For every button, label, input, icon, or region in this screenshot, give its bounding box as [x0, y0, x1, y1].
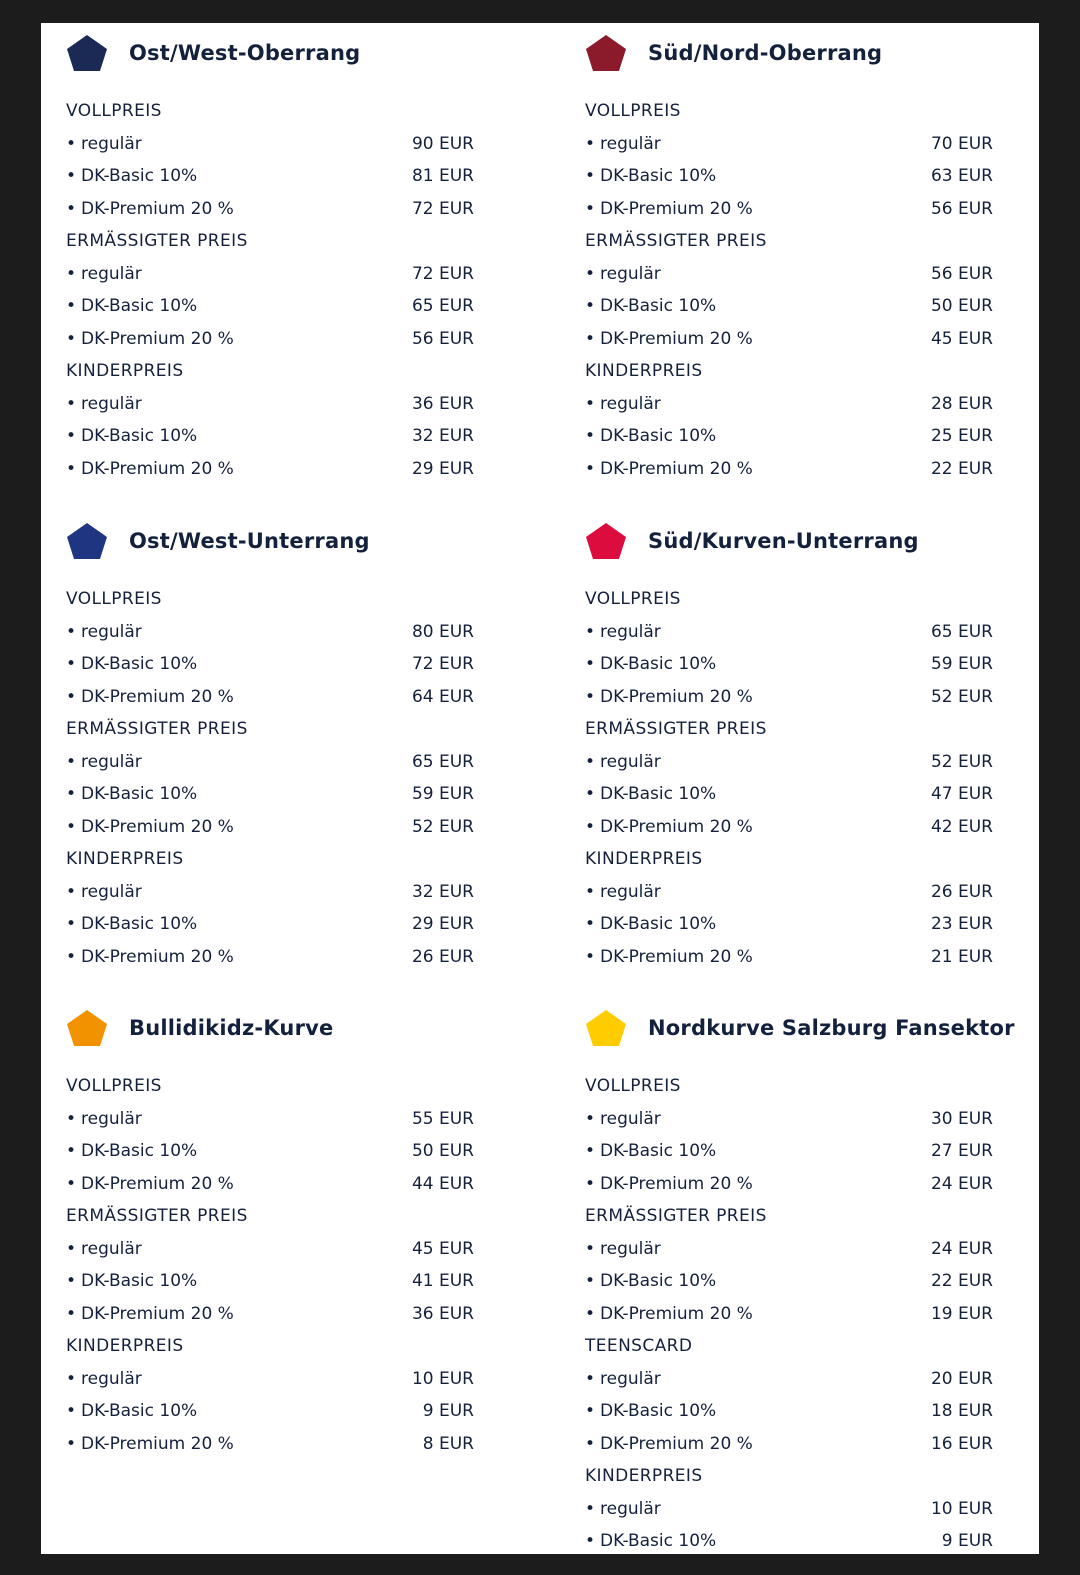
price-groups	[66, 95, 486, 485]
tariff-label: DK-Premium 20 %	[600, 1173, 753, 1194]
tariff-price: 24 EUR	[930, 1173, 993, 1194]
price-row	[585, 1493, 1005, 1526]
price-groups	[585, 95, 1005, 485]
bullet-icon: •	[585, 1401, 596, 1421]
price-category-heading: VOLLPREIS	[66, 589, 162, 609]
tariff-label: DK-Basic 10%	[600, 1401, 717, 1421]
price-category-heading: TEENSCARD	[585, 1336, 693, 1356]
bullet-icon: •	[66, 1401, 77, 1421]
price-row	[66, 1103, 486, 1136]
bullet-icon: •	[66, 296, 77, 316]
price-row	[66, 290, 486, 323]
bullet-icon: •	[585, 621, 596, 642]
bullet-icon: •	[585, 296, 596, 316]
price-category-heading: ERMÄSSIGTER PREIS	[66, 1206, 248, 1226]
bullet-icon: •	[66, 133, 77, 154]
bullet-icon: •	[66, 621, 77, 642]
bullet-icon: •	[66, 914, 77, 934]
bullet-icon: •	[66, 946, 77, 967]
pentagon-icon	[66, 1009, 108, 1047]
section-header	[585, 517, 1005, 557]
tariff-price: 29 EUR	[411, 458, 474, 479]
pentagon-icon	[66, 522, 108, 560]
bullet-icon: •	[585, 914, 596, 934]
bullet-icon: •	[66, 784, 77, 804]
tariff-price: 20 EUR	[930, 1368, 993, 1389]
price-row	[585, 876, 1005, 909]
section-title: Süd/Kurven-Unterrang	[648, 529, 919, 553]
bullet-icon: •	[585, 198, 596, 219]
tariff-price: 55 EUR	[411, 1108, 474, 1129]
tariff-label: regulär	[81, 1238, 142, 1259]
bullet-icon: •	[66, 1141, 77, 1161]
bullet-icon: •	[66, 816, 77, 837]
price-row	[66, 941, 486, 974]
price-row	[66, 388, 486, 421]
tariff-price: 63 EUR	[930, 166, 993, 186]
bullet-icon: •	[66, 1108, 77, 1129]
price-row	[585, 128, 1005, 161]
bullet-icon: •	[585, 263, 596, 284]
bullet-icon: •	[66, 328, 77, 349]
price-row	[66, 1363, 486, 1396]
bullet-icon: •	[66, 1238, 77, 1259]
price-panel	[41, 23, 1039, 1554]
price-row	[66, 128, 486, 161]
tariff-price: 72 EUR	[411, 198, 474, 219]
tariff-price: 32 EUR	[411, 881, 474, 902]
price-category-heading: ERMÄSSIGTER PREIS	[66, 231, 248, 251]
section-title: Süd/Nord-Oberrang	[648, 41, 883, 65]
tariff-price: 8 EUR	[422, 1433, 474, 1454]
tariff-label: regulär	[81, 1368, 142, 1389]
tariff-price: 25 EUR	[930, 426, 993, 446]
price-category-heading: VOLLPREIS	[66, 1076, 162, 1096]
price-row	[585, 160, 1005, 193]
tariff-price: 21 EUR	[930, 946, 993, 967]
price-row	[585, 1265, 1005, 1298]
tariff-label: regulär	[81, 133, 142, 154]
price-row	[585, 1363, 1005, 1396]
bullet-icon: •	[66, 198, 77, 219]
tariff-price: 52 EUR	[930, 686, 993, 707]
seating-section	[66, 517, 486, 967]
price-row	[585, 746, 1005, 779]
bullet-icon: •	[66, 654, 77, 674]
tariff-price: 72 EUR	[411, 263, 474, 284]
price-row	[66, 160, 486, 193]
price-row	[66, 1395, 486, 1428]
tariff-price: 16 EUR	[930, 1433, 993, 1454]
tariff-label: regulär	[600, 393, 661, 414]
price-row	[585, 908, 1005, 941]
price-category-heading: KINDERPREIS	[585, 361, 703, 381]
seating-section	[585, 29, 1005, 479]
tariff-price: 70 EUR	[930, 133, 993, 154]
tariff-label: DK-Premium 20 %	[600, 946, 753, 967]
tariff-price: 64 EUR	[411, 686, 474, 707]
bullet-icon: •	[585, 1531, 596, 1551]
price-groups	[585, 583, 1005, 973]
tariff-price: 65 EUR	[930, 621, 993, 642]
price-category-heading: ERMÄSSIGTER PREIS	[66, 719, 248, 739]
section-title: Ost/West-Unterrang	[129, 529, 370, 553]
price-category-heading: KINDERPREIS	[585, 849, 703, 869]
bullet-icon: •	[585, 1238, 596, 1259]
tariff-price: 36 EUR	[411, 393, 474, 414]
tariff-label: DK-Premium 20 %	[600, 1303, 753, 1324]
price-row	[585, 193, 1005, 226]
bullet-icon: •	[66, 1303, 77, 1324]
bullet-icon: •	[585, 881, 596, 902]
price-row	[585, 1395, 1005, 1428]
price-row	[66, 1135, 486, 1168]
tariff-price: 24 EUR	[930, 1238, 993, 1259]
tariff-label: DK-Basic 10%	[81, 654, 198, 674]
bullet-icon: •	[585, 1303, 596, 1324]
price-groups	[585, 1070, 1005, 1554]
tariff-price: 19 EUR	[930, 1303, 993, 1324]
tariff-price: 10 EUR	[930, 1498, 993, 1519]
tariff-label: DK-Basic 10%	[600, 1141, 717, 1161]
tariff-label: regulär	[81, 621, 142, 642]
tariff-label: regulär	[600, 1108, 661, 1129]
bullet-icon: •	[585, 654, 596, 674]
tariff-price: 27 EUR	[930, 1141, 993, 1161]
tariff-price: 45 EUR	[930, 328, 993, 349]
price-row	[66, 746, 486, 779]
tariff-label: DK-Basic 10%	[600, 784, 717, 804]
bullet-icon: •	[585, 1433, 596, 1454]
tariff-label: DK-Premium 20 %	[600, 328, 753, 349]
price-row	[66, 323, 486, 356]
price-row	[585, 616, 1005, 649]
bullet-icon: •	[66, 263, 77, 284]
price-category-heading: VOLLPREIS	[585, 1076, 681, 1096]
tariff-label: DK-Premium 20 %	[600, 458, 753, 479]
bullet-icon: •	[66, 686, 77, 707]
tariff-price: 90 EUR	[411, 133, 474, 154]
tariff-price: 81 EUR	[411, 166, 474, 186]
bullet-icon: •	[585, 784, 596, 804]
tariff-label: DK-Premium 20 %	[81, 1433, 234, 1454]
tariff-label: DK-Basic 10%	[81, 296, 198, 316]
tariff-label: DK-Premium 20 %	[81, 1173, 234, 1194]
price-row	[585, 258, 1005, 291]
price-row	[66, 648, 486, 681]
tariff-label: regulär	[600, 1498, 661, 1519]
tariff-label: DK-Premium 20 %	[600, 1433, 753, 1454]
bullet-icon: •	[585, 751, 596, 772]
price-row	[585, 941, 1005, 974]
tariff-label: DK-Premium 20 %	[81, 686, 234, 707]
price-category-heading: KINDERPREIS	[66, 1336, 184, 1356]
price-category-heading: KINDERPREIS	[66, 361, 184, 381]
bullet-icon: •	[66, 426, 77, 446]
section-header	[585, 29, 1005, 69]
bullet-icon: •	[66, 458, 77, 479]
tariff-price: 72 EUR	[411, 654, 474, 674]
tariff-price: 30 EUR	[930, 1108, 993, 1129]
price-groups	[66, 1070, 486, 1460]
tariff-label: DK-Premium 20 %	[81, 328, 234, 349]
tariff-label: regulär	[600, 133, 661, 154]
bullet-icon: •	[585, 1108, 596, 1129]
price-category-heading: ERMÄSSIGTER PREIS	[585, 231, 767, 251]
tariff-label: DK-Premium 20 %	[81, 816, 234, 837]
tariff-price: 65 EUR	[411, 296, 474, 316]
price-row	[66, 1265, 486, 1298]
pentagon-icon	[585, 1009, 627, 1047]
section-title: Nordkurve Salzburg Fansektor	[648, 1016, 1015, 1040]
seating-section	[585, 517, 1005, 967]
price-row	[585, 388, 1005, 421]
price-row	[585, 323, 1005, 356]
bullet-icon: •	[585, 1368, 596, 1389]
price-category-heading: VOLLPREIS	[585, 101, 681, 121]
tariff-label: DK-Basic 10%	[81, 914, 198, 934]
tariff-price: 26 EUR	[930, 881, 993, 902]
tariff-price: 32 EUR	[411, 426, 474, 446]
tariff-price: 65 EUR	[411, 751, 474, 772]
tariff-price: 10 EUR	[411, 1368, 474, 1389]
tariff-price: 56 EUR	[930, 198, 993, 219]
tariff-label: DK-Basic 10%	[81, 784, 198, 804]
price-row	[66, 420, 486, 453]
price-row	[66, 193, 486, 226]
bullet-icon: •	[585, 1271, 596, 1291]
pentagon-icon	[585, 522, 627, 560]
tariff-price: 56 EUR	[411, 328, 474, 349]
section-title: Bullidikidz-Kurve	[129, 1016, 334, 1040]
price-row	[585, 1233, 1005, 1266]
bullet-icon: •	[585, 393, 596, 414]
tariff-price: 50 EUR	[411, 1141, 474, 1161]
bullet-icon: •	[66, 1173, 77, 1194]
tariff-price: 56 EUR	[930, 263, 993, 284]
tariff-label: DK-Premium 20 %	[81, 198, 234, 219]
tariff-price: 52 EUR	[930, 751, 993, 772]
price-row	[585, 1103, 1005, 1136]
bullet-icon: •	[66, 751, 77, 772]
tariff-price: 44 EUR	[411, 1173, 474, 1194]
bullet-icon: •	[585, 166, 596, 186]
tariff-price: 52 EUR	[411, 816, 474, 837]
tariff-label: DK-Basic 10%	[81, 1141, 198, 1161]
price-row	[585, 1168, 1005, 1201]
tariff-label: DK-Premium 20 %	[81, 946, 234, 967]
tariff-label: regulär	[600, 263, 661, 284]
bullet-icon: •	[585, 328, 596, 349]
tariff-label: DK-Basic 10%	[81, 426, 198, 446]
price-row	[66, 876, 486, 909]
tariff-label: DK-Basic 10%	[81, 166, 198, 186]
tariff-price: 36 EUR	[411, 1303, 474, 1324]
price-row	[66, 1428, 486, 1461]
section-header	[66, 517, 486, 557]
tariff-price: 22 EUR	[930, 1271, 993, 1291]
tariff-label: regulär	[600, 751, 661, 772]
tariff-price: 18 EUR	[930, 1401, 993, 1421]
tariff-label: DK-Basic 10%	[600, 1271, 717, 1291]
tariff-price: 42 EUR	[930, 816, 993, 837]
tariff-label: DK-Basic 10%	[600, 426, 717, 446]
tariff-price: 29 EUR	[411, 914, 474, 934]
tariff-price: 50 EUR	[930, 296, 993, 316]
tariff-price: 9 EUR	[941, 1531, 993, 1551]
tariff-price: 26 EUR	[411, 946, 474, 967]
price-category-heading: VOLLPREIS	[585, 589, 681, 609]
bullet-icon: •	[66, 1433, 77, 1454]
tariff-label: regulär	[600, 621, 661, 642]
price-groups	[66, 583, 486, 973]
price-row	[66, 1233, 486, 1266]
price-row	[66, 1298, 486, 1331]
tariff-label: regulär	[81, 881, 142, 902]
price-row	[585, 1428, 1005, 1461]
tariff-label: regulär	[600, 1238, 661, 1259]
tariff-label: DK-Basic 10%	[600, 654, 717, 674]
tariff-price: 41 EUR	[411, 1271, 474, 1291]
tariff-label: regulär	[81, 263, 142, 284]
bullet-icon: •	[585, 458, 596, 479]
bullet-icon: •	[66, 1368, 77, 1389]
price-row	[66, 258, 486, 291]
tariff-price: 9 EUR	[422, 1401, 474, 1421]
bullet-icon: •	[66, 393, 77, 414]
tariff-label: DK-Basic 10%	[600, 166, 717, 186]
price-category-heading: ERMÄSSIGTER PREIS	[585, 1206, 767, 1226]
price-row	[585, 648, 1005, 681]
price-row	[66, 616, 486, 649]
bullet-icon: •	[585, 426, 596, 446]
tariff-price: 47 EUR	[930, 784, 993, 804]
bullet-icon: •	[585, 1498, 596, 1519]
bullet-icon: •	[585, 1141, 596, 1161]
tariff-label: DK-Premium 20 %	[81, 458, 234, 479]
price-row	[585, 453, 1005, 486]
bullet-icon: •	[585, 816, 596, 837]
price-row	[585, 778, 1005, 811]
tariff-price: 28 EUR	[930, 393, 993, 414]
price-row	[585, 811, 1005, 844]
bullet-icon: •	[66, 166, 77, 186]
tariff-label: DK-Basic 10%	[600, 914, 717, 934]
tariff-price: 59 EUR	[930, 654, 993, 674]
bullet-icon: •	[585, 686, 596, 707]
price-category-heading: ERMÄSSIGTER PREIS	[585, 719, 767, 739]
price-row	[66, 1168, 486, 1201]
pentagon-icon	[66, 34, 108, 72]
tariff-label: regulär	[600, 1368, 661, 1389]
price-row	[585, 1298, 1005, 1331]
section-header	[66, 1004, 486, 1044]
bullet-icon: •	[66, 881, 77, 902]
seating-section	[66, 1004, 486, 1454]
tariff-label: DK-Premium 20 %	[600, 816, 753, 837]
seating-section	[66, 29, 486, 479]
tariff-label: DK-Premium 20 %	[600, 198, 753, 219]
tariff-label: DK-Premium 20 %	[600, 686, 753, 707]
tariff-price: 80 EUR	[411, 621, 474, 642]
price-row	[585, 1525, 1005, 1554]
tariff-price: 22 EUR	[930, 458, 993, 479]
tariff-label: DK-Basic 10%	[600, 296, 717, 316]
price-row	[66, 778, 486, 811]
section-header	[66, 29, 486, 69]
price-row	[66, 453, 486, 486]
tariff-price: 23 EUR	[930, 914, 993, 934]
price-row	[66, 908, 486, 941]
section-title: Ost/West-Oberrang	[129, 41, 361, 65]
bullet-icon: •	[585, 946, 596, 967]
price-category-heading: KINDERPREIS	[585, 1466, 703, 1486]
price-row	[585, 1135, 1005, 1168]
price-category-heading: KINDERPREIS	[66, 849, 184, 869]
price-row	[585, 290, 1005, 323]
tariff-label: regulär	[81, 393, 142, 414]
seating-section	[585, 1004, 1015, 1551]
bullet-icon: •	[585, 1173, 596, 1194]
price-row	[66, 681, 486, 714]
tariff-label: DK-Basic 10%	[600, 1531, 717, 1551]
price-row	[585, 681, 1005, 714]
bullet-icon: •	[585, 133, 596, 154]
tariff-price: 45 EUR	[411, 1238, 474, 1259]
tariff-label: DK-Basic 10%	[81, 1271, 198, 1291]
tariff-label: regulär	[81, 751, 142, 772]
price-row	[66, 811, 486, 844]
tariff-price: 59 EUR	[411, 784, 474, 804]
price-row	[585, 420, 1005, 453]
section-header	[585, 1004, 1015, 1044]
tariff-label: DK-Premium 20 %	[81, 1303, 234, 1324]
bullet-icon: •	[66, 1271, 77, 1291]
tariff-label: regulär	[600, 881, 661, 902]
pentagon-icon	[585, 34, 627, 72]
tariff-label: DK-Basic 10%	[81, 1401, 198, 1421]
price-category-heading: VOLLPREIS	[66, 101, 162, 121]
tariff-label: regulär	[81, 1108, 142, 1129]
